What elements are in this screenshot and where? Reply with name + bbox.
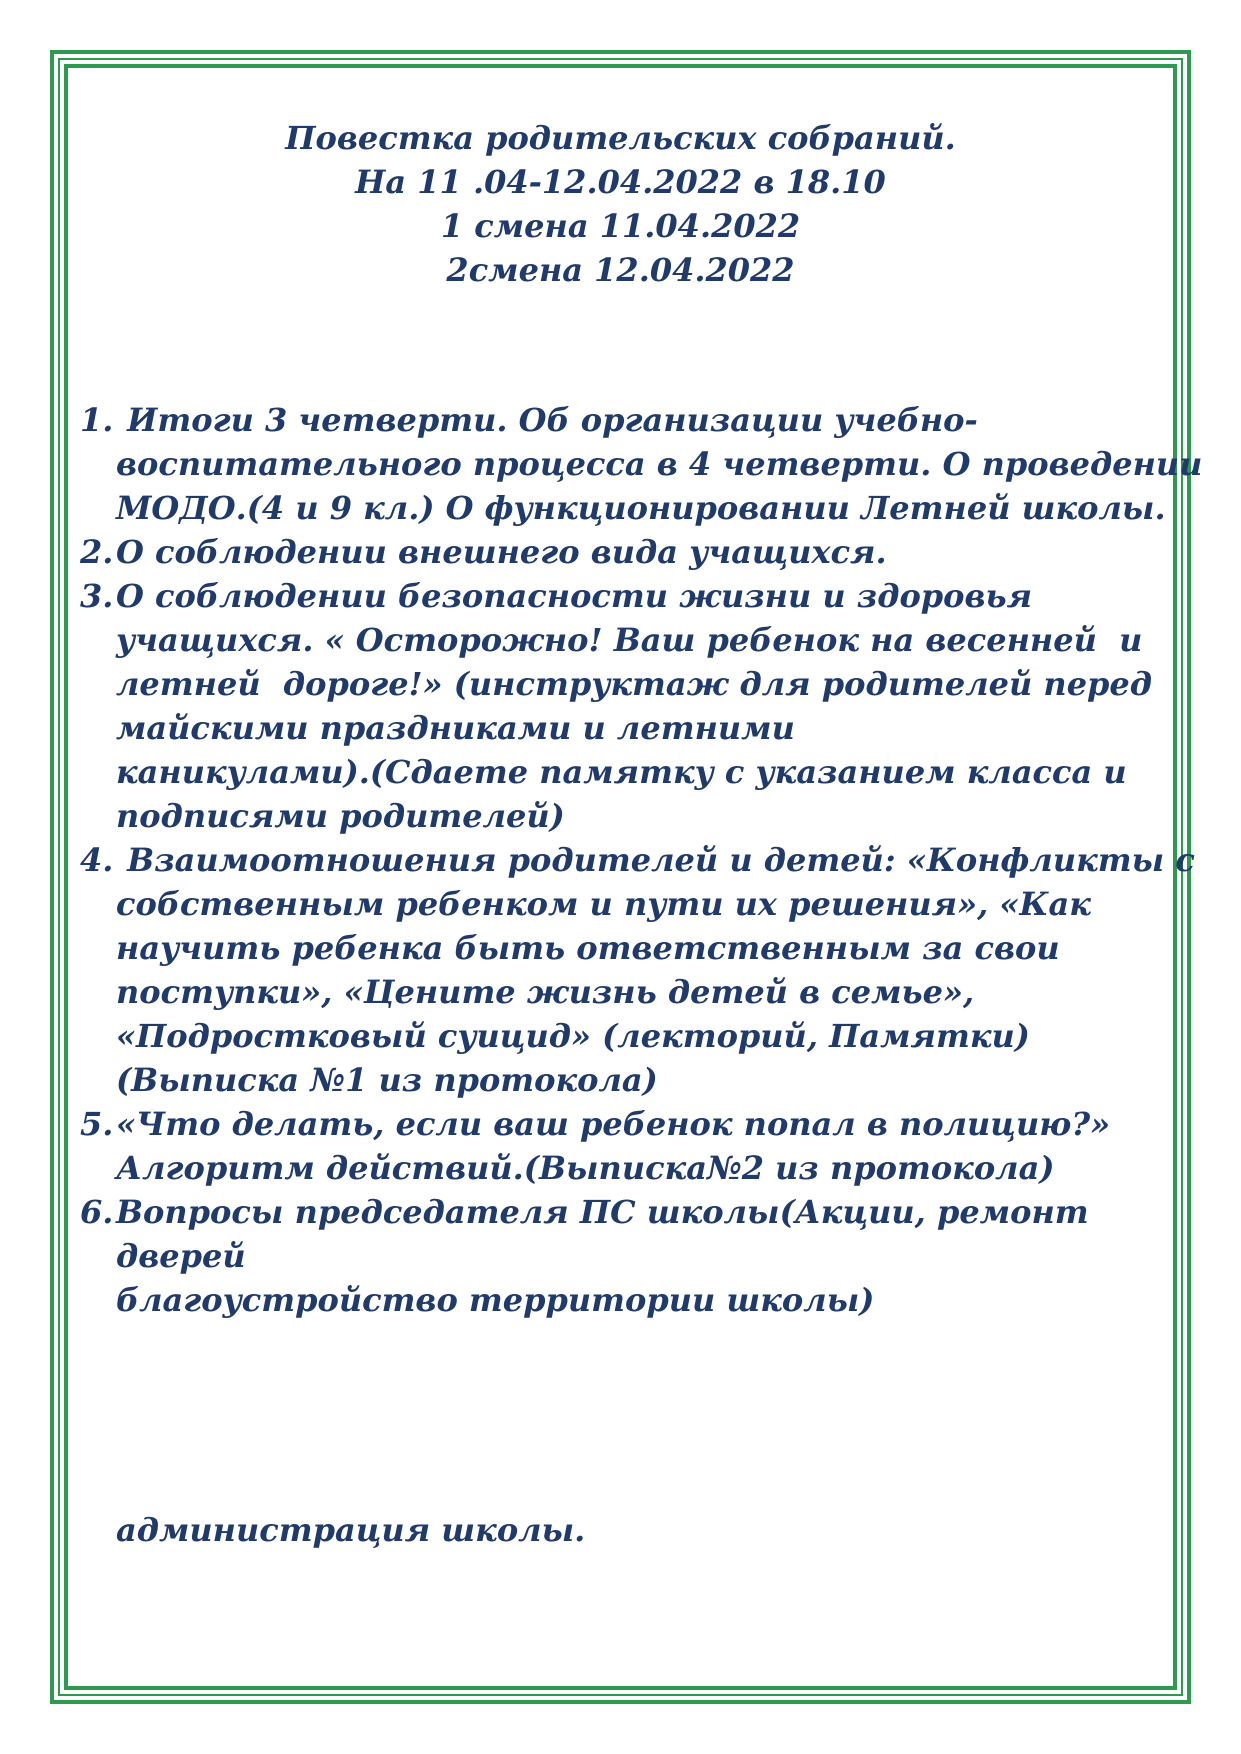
meeting-date-range: На 11 .04-12.04.2022 в 18.10 bbox=[355, 163, 886, 201]
agenda-item-line: воспитательного процесса в 4 четверти. О проведении bbox=[116, 445, 1203, 483]
agenda-item-line: (Выписка №1 из протокола) bbox=[116, 1061, 658, 1099]
agenda-item-number: 2. bbox=[80, 533, 114, 571]
agenda-item-line: Итоги 3 четверти. Об организации учебно- bbox=[116, 401, 978, 439]
agenda-list bbox=[80, 398, 1203, 1322]
agenda-item-line: научить ребенка быть ответственным за свои bbox=[116, 929, 1060, 967]
agenda-item-line: учащихся. « Осторожно! Ваш ребенок на весенней и bbox=[116, 621, 1143, 659]
agenda-item-line: благоустройство территории школы) bbox=[116, 1281, 875, 1319]
agenda-item-line: Вопросы председателя ПС школы(Акции, ремонт bbox=[116, 1193, 1089, 1231]
agenda-item-line: дверей bbox=[116, 1237, 246, 1275]
agenda-item-line: О соблюдении безопасности жизни и здоровья bbox=[116, 577, 1033, 615]
agenda-item bbox=[80, 838, 1195, 1102]
agenda-item-number: 6. bbox=[80, 1193, 114, 1231]
agenda-item-line: Взаимоотношения родителей и детей: «Конфликты с bbox=[116, 841, 1195, 879]
agenda-item-line: О соблюдении внешнего вида учащихся. bbox=[116, 533, 887, 571]
agenda-item bbox=[80, 574, 1170, 838]
signature-text: администрация школы. bbox=[116, 1511, 586, 1549]
agenda-item bbox=[80, 530, 1170, 574]
agenda-item-number: 4. bbox=[80, 841, 114, 879]
agenda-item-line: «Что делать, если ваш ребенок попал в полицию?» bbox=[116, 1105, 1111, 1143]
document-heading bbox=[0, 116, 1241, 292]
agenda-item-line: собственным ребенком и пути их решения», «Как bbox=[116, 885, 1091, 923]
agenda-item-line: МОДО.(4 и 9 кл.) О функционировании Летней школы. bbox=[116, 489, 1166, 527]
shift-1-date: 1 смена 11.04.2022 bbox=[440, 207, 801, 245]
agenda-item-line: майскими праздниками и летними bbox=[116, 709, 795, 747]
agenda-item-line: Алгоритм действий.(Выписка№2 из протокола) bbox=[116, 1149, 1055, 1187]
agenda-item bbox=[80, 1190, 1170, 1322]
agenda-item bbox=[80, 1102, 1170, 1190]
agenda-item-line: каникулами).(Сдаете памятку с указанием класса и bbox=[116, 753, 1127, 791]
agenda-item-number: 5. bbox=[80, 1105, 114, 1143]
document-title: Повестка родительских собраний. bbox=[285, 119, 956, 157]
agenda-item bbox=[80, 398, 1203, 530]
agenda-item-line: подписями родителей) bbox=[116, 797, 565, 835]
agenda-item-number: 3. bbox=[80, 577, 114, 615]
agenda-item-line: летней дороге!» (инструктаж для родителей перед bbox=[116, 665, 1153, 703]
agenda-item-line: поступки», «Цените жизнь детей в семье», bbox=[116, 973, 975, 1011]
shift-2-date: 2смена 12.04.2022 bbox=[446, 251, 795, 289]
agenda-item-number: 1. bbox=[80, 401, 114, 439]
agenda-item-line: «Подростковый суицид» (лекторий, Памятки) bbox=[116, 1017, 1030, 1055]
